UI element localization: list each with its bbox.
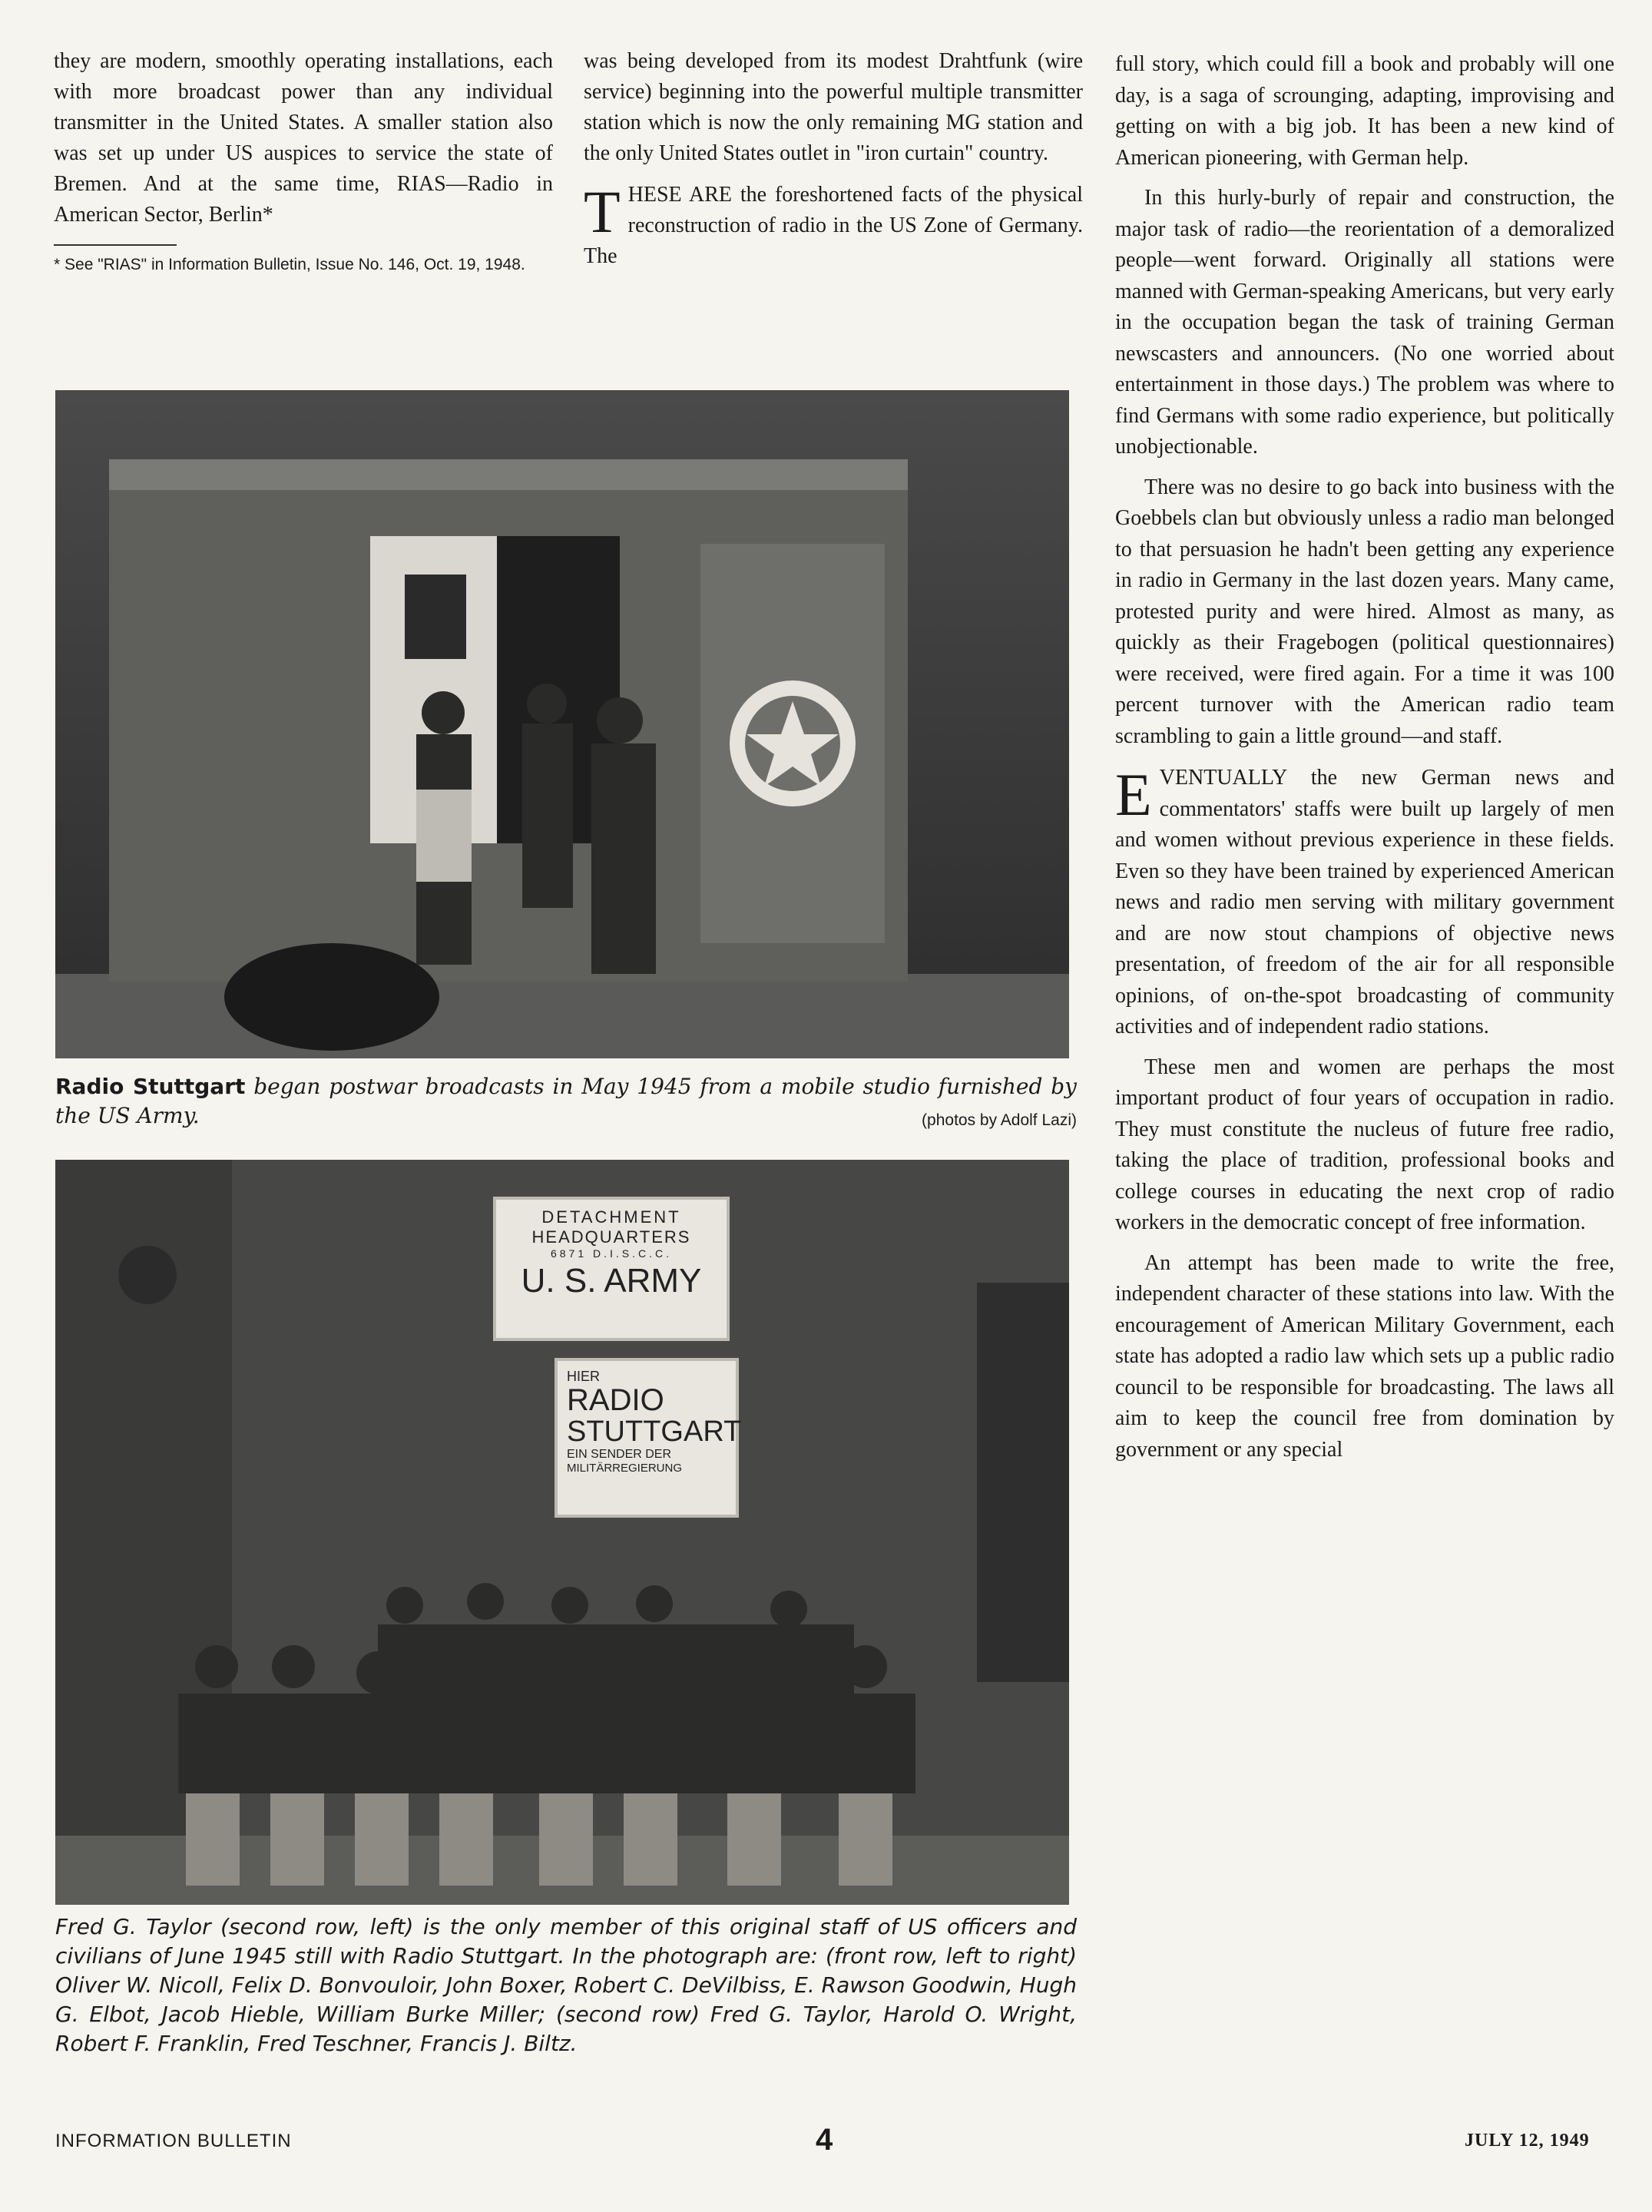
section-paragraph <box>584 180 1083 272</box>
body-paragraph: In this hurly-burly of repair and construction, the major task of radio—the reorientation of a demoralized people—went forward. Originally all stations were manned with German-speaking Americans, but very early in the occupation began the task of training German newscasters and announcers. (No one worried about entertainment in those days.) The problem was where to find Germans with some radio experience, but politically unobjectionable. <box>1115 186 1614 459</box>
sign-text: DETACHMENT <box>541 1207 681 1227</box>
sign-text: MILITÄRREGIERUNG <box>567 1462 683 1475</box>
sign-text: HIER <box>567 1369 601 1384</box>
drop-cap: T <box>584 178 621 245</box>
footer-date: JULY 12, 1949 <box>1465 2131 1590 2151</box>
page-number: 4 <box>816 2123 834 2157</box>
drop-cap: E <box>1115 761 1152 828</box>
sign-text: STUTTGART <box>567 1416 742 1448</box>
body-paragraph: was being developed from its modest Drahtfunk (wire service) beginning into the powerful multiple transmitter station which is now the only remaining MG station and the only United States outlet in "iron curtain" country. <box>584 49 1083 165</box>
column-2 <box>584 46 1083 272</box>
sign-radio-stuttgart <box>555 1358 742 1518</box>
body-paragraph: full story, which could fill a book and probably will one day, is a saga of scrounging, adapting, improvising and getting on with a big job. It has been a new kind of American pioneering, with German help. <box>1115 52 1614 170</box>
photo-mobile-studio-image <box>55 390 1069 1058</box>
photo-mobile-studio <box>55 390 1069 1058</box>
footnote: * See "RIAS" in Information Bulletin, Issue No. 146, Oct. 19, 1948. <box>54 256 525 273</box>
sign-text: EIN SENDER DER <box>567 1448 672 1461</box>
section-text: HESE ARE the foreshortened facts of the physical reconstruction of radio in the US Zone of Germany. The <box>584 183 1083 268</box>
sign-text: RADIO <box>567 1383 664 1417</box>
sign-text: 6871 D.I.S.C.C. <box>550 1247 673 1260</box>
sign-text: U. S. ARMY <box>521 1262 702 1300</box>
caption-text: began postwar broadcasts in May 1945 from a mobile studio furnished by the US Army. <box>55 1074 1078 1128</box>
sign-detachment-headquarters <box>493 1197 730 1341</box>
section-text: VENTUALLY the new German news and commentators' staffs were built up largely of men and women without previous experience in these fields. Even so they have been trained by experienced American news and radio men serving with military government and are now stout champions of objective news presentation, of freedom of the air for all responsible opinions, of on-the-spot broadcasting of community activities and of independent radio stations. <box>1115 766 1614 1038</box>
photo-caption-2: Fred G. Taylor (second row, left) is the only member of this original staff of US officers and civilians of June 1945 still with Radio Stuttgart. In the photograph are: (front row, left to right) Oliver W. Nicoll, Felix D. Bonvouloir, John Boxer, Robert C. DeVilbiss, E. Rawson Goodwin, Hugh G. Elbot, Jacob Hieble, William Burke Miller; (second row) Fred G. Taylor, Harold O. Wright, Robert F. Franklin, Fred Teschner, Francis J. Biltz. <box>55 1914 1077 2056</box>
body-paragraph: There was no desire to go back into business with the Goebbels clan but obviously unless a radio man belonged to that persuasion he hadn't been getting any experience in radio in Germany in the last dozen years. Many came, protested purity and were hired. Almost as many, as quickly as their Fragebogen (political questionnaires) were received, were fired again. For a time it was 100 percent turnover with the American radio team scrambling to gain a little ground—and staff. <box>1115 475 1614 748</box>
body-paragraph: An attempt has been made to write the free, independent character of these stations into law. With the encouragement of American Military Government, each state has adopted a radio law which sets up a public radio council to be responsible for broadcasting. The laws all aim to keep the council free from domination by government or any special <box>1115 1250 1614 1462</box>
footnote-rule <box>54 244 177 246</box>
sign-text: HEADQUARTERS <box>531 1227 691 1247</box>
footer-publication: INFORMATION BULLETIN <box>55 2131 292 2151</box>
body-paragraph: These men and women are perhaps the most important product of four years of occupation in radio. They must constitute the nucleus of future free radio, taking the place of tradition, professional books and college courses in educating the next crop of radio workers in the democratic concept of free information. <box>1115 1055 1614 1234</box>
photo-caption-1 <box>55 1072 1077 1135</box>
column-3 <box>1115 49 1614 1465</box>
photo-radio-stuttgart-staff <box>55 1160 1069 1905</box>
section-paragraph <box>1115 763 1614 1043</box>
body-paragraph: they are modern, smoothly operating installations, each with more broadcast power than any individual transmitter in the United States. A smaller station also was set up under US auspices to service the state of Bremen. And at the same time, RIAS—Radio in American Sector, Berlin* <box>54 49 553 227</box>
photo-credit: (photos by Adolf Lazi) <box>922 1111 1077 1129</box>
column-1 <box>54 46 553 276</box>
caption-lead: Radio Stuttgart <box>55 1074 246 1099</box>
